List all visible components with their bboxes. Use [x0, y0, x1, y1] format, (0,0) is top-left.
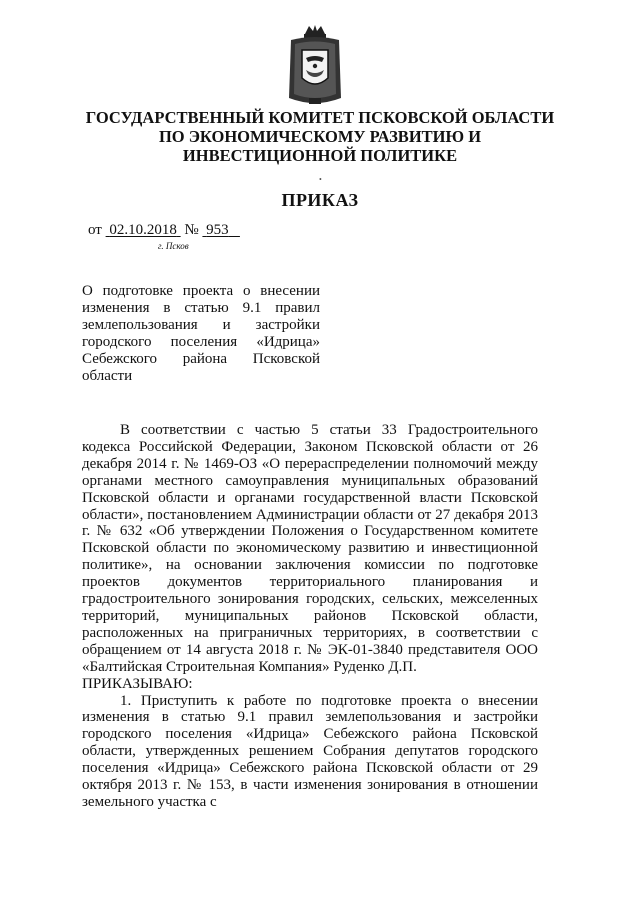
coat-of-arms-icon	[285, 24, 345, 108]
document-body	[82, 422, 538, 811]
document-subject: О подготовке проекта о внесении изменения в статью 9.1 правил землепользования и застройки городского поселения «Идрица» Себежского района Псковской области	[82, 283, 320, 384]
date-prefix: от	[88, 222, 102, 238]
number-sign: №	[184, 222, 199, 238]
preamble-paragraph: В соответствии с частью 5 статьи 33 Градостроительного кодекса Российской Федерации, Законом Псковской области от 26 декабря 2014 г. № 1469-ОЗ «О перераспределении полномочий между органами местного самоуправления муниципальных образований Псковской области и органами государственной власти Псковской области», постановлением Администрации области от 27 декабря 2013 г. № 632 «Об утверждении Положения о Государственном комитете Псковской области по экономическому развитию и инвестиционной политике», на основании заключения комиссии по подготовке проектов документов территориального планирования и градостроительного зонирования городских, сельских, межселенных территорий, муниципальных районов Псковской области, расположенных на приграничных территориях, в соответствии с обращением от 14 августа 2018 г. № ЭК-01-3840 представителя ООО «Балтийская Строительная Компания» Руденко Д.П.	[82, 422, 538, 675]
scan-dot: •	[319, 175, 322, 184]
document-number: 953	[206, 222, 229, 238]
document-city: г. Псков	[158, 241, 189, 251]
date-number-line	[88, 222, 240, 239]
order-word: ПРИКАЗЫВАЮ:	[82, 675, 193, 692]
document-type-title: ПРИКАЗ	[281, 190, 359, 210]
order-item-1: 1. Приступить к работе по подготовке проекта о внесении изменения в статью 9.1 правил землепользования и застройки городского поселения «Идрица» Себежского района Псковской области, утвержденных решением Собрания депутатов городского поселения «Идрица» Себежского района Псковской области от 29 октября 2013 г. № 153, в части изменения зонирования в отношении земельного участка с	[82, 692, 538, 810]
document-date: 02.10.2018	[109, 222, 177, 238]
org-line-3: ИНВЕСТИЦИОННОЙ ПОЛИТИКЕ	[182, 146, 458, 165]
org-line-2: ПО ЭКОНОМИЧЕСКОМУ РАЗВИТИЮ И	[158, 127, 482, 146]
organization-name	[70, 108, 570, 165]
org-line-1: ГОСУДАРСТВЕННЫЙ КОМИТЕТ ПСКОВСКОЙ ОБЛАСТИ	[85, 108, 555, 127]
